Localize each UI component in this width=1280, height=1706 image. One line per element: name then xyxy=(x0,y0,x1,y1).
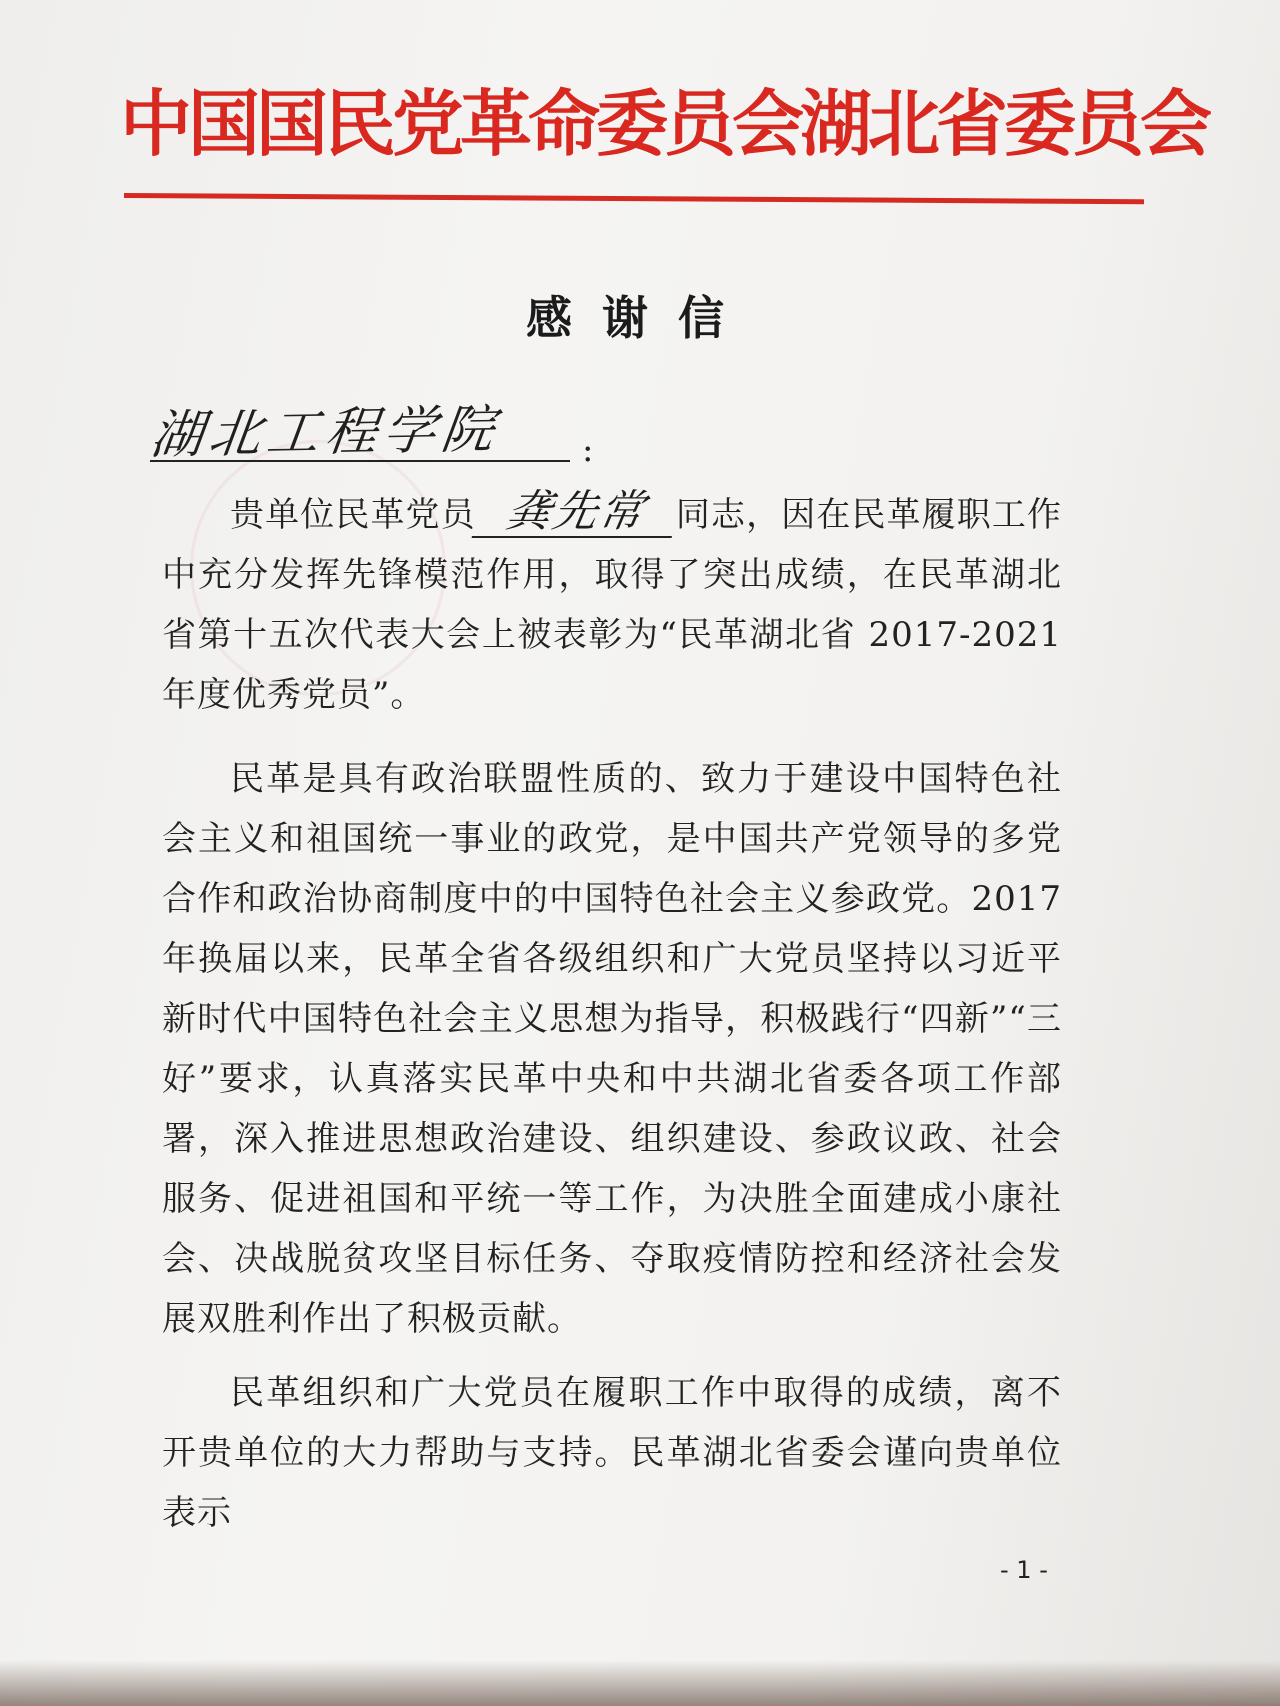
recipient-block xyxy=(147,390,590,467)
page-number: - 1 - xyxy=(1000,1556,1048,1584)
letterhead-red-rule xyxy=(124,193,1144,204)
recipient-underline xyxy=(150,460,570,462)
paragraph-1 xyxy=(162,485,1062,725)
letter-body xyxy=(162,485,1062,1557)
paragraph-1-rest: 同志，因在民革履职工作中充分发挥先锋模范作用，取得了突出成绩，在民革湖北省第十五次代表大会上被表彰为“民革湖北省 2017-2021 年度优秀党员”。 xyxy=(162,495,1063,715)
letterhead-organization-name: 中国国民党革命委员会湖北省委员会 xyxy=(120,81,1209,166)
paragraph-2: 民革是具有政治联盟性质的、致力于建设中国特色社会主义和祖国统一事业的政党，是中国共产党领导的多党合作和政治协商制度中的中国特色社会主义参政党。2017 年换届以来，民革全省各级组织和广大党员坚持以习近平新时代中国特色社会主义思想为指导，积极践行“四新”“三好”要求，认真落实民革中央和中共湖北省委各项工作部署，深入推进思想政治建设、组织建设、参政议政、社会服务、促进祖国和平统一等工作，为决胜全面建成小康社会、决战脱贫攻坚目标任务、夺取疫情防控和经济社会发展双胜利作出了积极贡献。 xyxy=(162,759,1062,1339)
member-handwritten-name: 龚先常 xyxy=(471,488,680,538)
bottom-shadow xyxy=(0,1660,1280,1706)
recipient-colon: : xyxy=(582,430,594,470)
recipient-handwritten-name: 湖北工程学院 xyxy=(147,399,504,467)
paragraph-1-lead: 贵单位民革党员 xyxy=(230,495,476,535)
paragraph-3: 民革组织和广大党员在履职工作中取得的成绩，离不开贵单位的大力帮助与支持。民革湖北省委会谨向贵单位表示 xyxy=(162,1373,1062,1533)
document-title: 感谢信 xyxy=(526,291,754,345)
